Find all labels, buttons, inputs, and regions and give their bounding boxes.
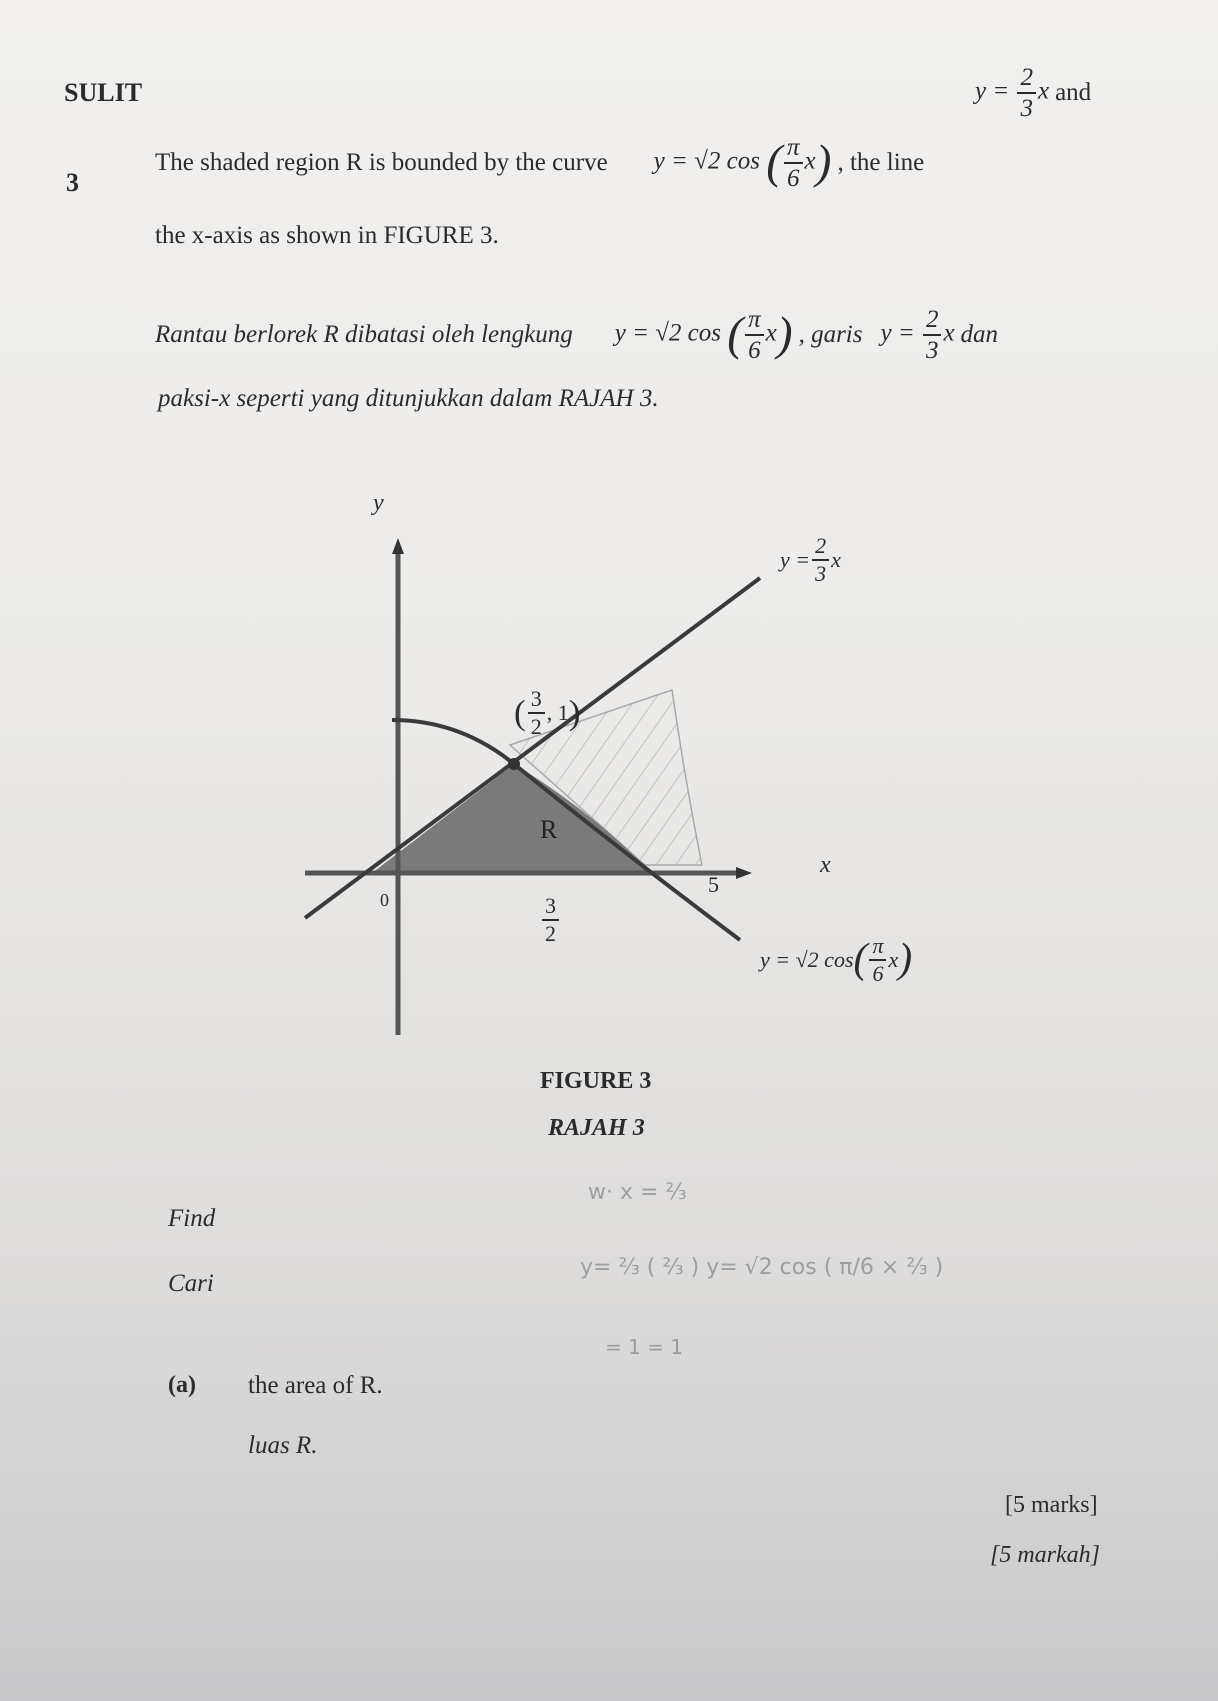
- curve-eq-lhs: y = √2 cos: [653, 147, 760, 175]
- y-axis-arrow: [392, 538, 404, 554]
- curve-label-den: 6: [872, 961, 884, 986]
- line-label-lhs: y =: [780, 547, 811, 572]
- question-en-mid: , the line: [837, 149, 925, 176]
- marks-ms: [5 markah]: [990, 1542, 1101, 1568]
- question-ms-line2: paksi-x seperti yang ditunjukkan dalam RAJAH 3.: [158, 385, 659, 412]
- question-ms-end: dan: [960, 321, 999, 348]
- curve-eq-var: x: [804, 147, 816, 175]
- question-ms-line1: [155, 290, 998, 380]
- curve-eq-ms-lhs: y = √2 cos: [614, 319, 722, 347]
- question-number: 3: [66, 168, 79, 197]
- question-ms-mid: , garis: [798, 321, 863, 348]
- line-label-num: 2: [812, 535, 829, 561]
- curve-equation: y = √2 cos ( $\frac{\pi}{6}$ x): [653, 134, 832, 192]
- line-label-var: x: [831, 547, 841, 572]
- region-r-label: R: [540, 815, 558, 844]
- question-en-line1: [155, 118, 924, 208]
- curve-label-num: π: [869, 935, 886, 961]
- curve-label: y = √2 cos ( $\frac{\pi}{6}$ x ): [760, 933, 913, 986]
- marks-en: [5 marks]: [1005, 1492, 1098, 1518]
- part-a-label: (a): [168, 1372, 196, 1398]
- curve-eq-ms-den: 6: [748, 337, 761, 364]
- figure-caption-en: FIGURE 3: [540, 1068, 652, 1094]
- curve-label-lhs: y = √2 cos: [760, 947, 854, 972]
- origin-label: 0: [380, 890, 389, 910]
- curve-label-var: x: [888, 947, 899, 972]
- curve-eq-ms-var: x: [765, 319, 777, 347]
- line-eq-var: x: [1037, 77, 1050, 105]
- pencil-working-3: = 1 = 1: [605, 1335, 684, 1359]
- line-label: [780, 535, 841, 585]
- pencil-working-1: w· x = ⅔: [588, 1180, 687, 1205]
- part-a-text-en: the area of R.: [248, 1372, 383, 1399]
- point-label-rest: , 1: [546, 700, 569, 725]
- tick-five: 5: [708, 872, 719, 897]
- pencil-working-2: y= ⅔ ( ⅔ ) y= √2 cos ( π/6 × ⅔ ): [580, 1255, 944, 1280]
- line-eq-ms-lhs: y =: [880, 319, 915, 347]
- tick-x1-num: 3: [542, 895, 559, 921]
- question-en-line-eq: [975, 48, 1091, 138]
- find-label-en: Find: [168, 1205, 216, 1232]
- line-eq-num: 2: [1017, 65, 1036, 94]
- x-axis-arrow: [736, 867, 752, 879]
- x-axis-label: x: [820, 852, 831, 878]
- curve-eq-num: π: [784, 135, 803, 164]
- part-a-text-ms: luas R.: [248, 1432, 318, 1459]
- line-eq-lhs: y =: [975, 77, 1010, 105]
- figure-caption-ms: RAJAH 3: [548, 1115, 645, 1141]
- question-en-line2: the x-axis as shown in FIGURE 3.: [155, 222, 499, 249]
- question-en-intro: The shaded region R is bounded by the curve: [155, 149, 608, 176]
- intersection-point-label: ( $\frac{3}{2}$ , 1 ): [514, 686, 581, 739]
- curve-eq-fraction: [784, 135, 803, 191]
- tick-three-halves: [540, 895, 561, 945]
- y-axis-label: y: [373, 490, 384, 516]
- line-eq-ms-var: x: [943, 319, 955, 347]
- line-eq-fraction: [1017, 65, 1036, 121]
- line-eq-ms-den: 3: [925, 337, 939, 364]
- question-ms-intro: Rantau berlorek R dibatasi oleh lengkung: [155, 321, 573, 348]
- curve-eq-den: 6: [787, 165, 800, 192]
- curve-equation-ms: y = √2 cos ( $\frac{\pi}{6}$ x): [614, 306, 793, 364]
- point-label-den: 2: [530, 714, 542, 739]
- tick-x1-den: 2: [545, 921, 556, 946]
- line-label-den: 3: [815, 561, 827, 586]
- line-eq-ms-num: 2: [923, 307, 942, 336]
- curve-eq-ms-num: π: [745, 307, 764, 336]
- find-label-ms: Cari: [168, 1270, 214, 1297]
- point-label-num: 3: [528, 688, 545, 714]
- question-en-end: and: [1055, 79, 1092, 106]
- sulit-label: SULIT: [64, 78, 143, 107]
- line-equation-ms: [880, 307, 954, 363]
- intersection-point: [508, 758, 520, 770]
- line-eq-den: 3: [1020, 95, 1033, 122]
